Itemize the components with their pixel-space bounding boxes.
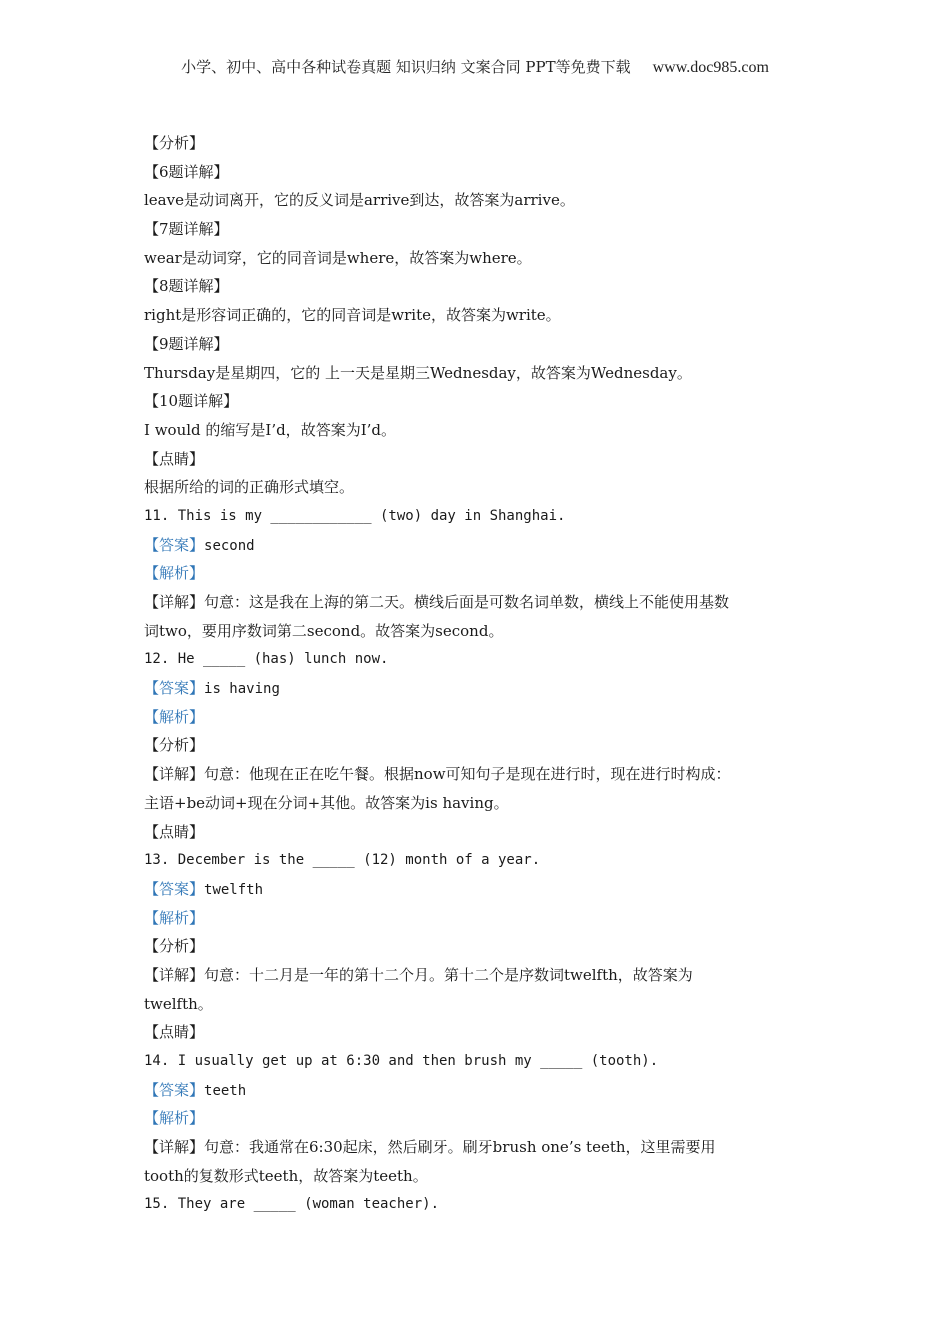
document-line: 【分析】: [144, 736, 205, 755]
document-line: 【详解】句意：他现在正在吃午餐。根据now可知句子是现在进行时，现在进行时构成：: [144, 765, 731, 784]
question-line: 11. This is my ____________ (two) day in Shanghai.: [144, 507, 566, 524]
document-line: 【7题详解】: [144, 220, 229, 239]
answer-value: teeth: [204, 1082, 247, 1099]
document-line: 【6题详解】: [144, 162, 229, 181]
answer-value: second: [204, 537, 255, 554]
analysis-tag: 【解析】: [144, 707, 205, 726]
page-header: [0, 56, 950, 77]
document-line: 【10题详解】: [144, 392, 239, 411]
answer-tag: 【答案】: [144, 1080, 205, 1099]
document-line: 【点睛】: [144, 822, 205, 841]
document-line: 主语+be动词+现在分词+其他。故答案为is having。: [144, 793, 509, 812]
answer-value: is having: [204, 681, 280, 698]
document-line: 【点睛】: [144, 449, 205, 468]
document-line: Thursday是星期四，它的 上一天是星期三Wednesday，故答案为Wednesday。: [144, 363, 692, 382]
document-line: tooth的复数形式teeth，故答案为teeth。: [144, 1166, 428, 1185]
answer-line: [144, 674, 804, 703]
document-line: right是形容词正确的，它的同音词是write，故答案为write。: [144, 306, 561, 325]
document-line: 【分析】: [144, 937, 205, 956]
header-site: www.doc985.com: [652, 59, 769, 76]
document-line: 【点睛】: [144, 1023, 205, 1042]
question-line: 15. They are _____ (woman teacher).: [144, 1196, 440, 1213]
question-line: 12. He _____ (has) lunch now.: [144, 651, 389, 668]
answer-line: [144, 1076, 804, 1105]
document-line: 根据所给的词的正确形式填空。: [144, 478, 355, 497]
document-line: 【详解】句意：我通常在6:30起床，然后刷牙。刷牙brush one’s teeth，这里需要用: [144, 1138, 716, 1157]
document-line: 词two，要用序数词第二second。故答案为second。: [144, 621, 504, 640]
document-line: 【8题详解】: [144, 277, 229, 296]
header-text: 小学、初中、高中各种试卷真题 知识归纳 文案合同 PPT等免费下载: [181, 58, 631, 76]
question-line: 13. December is the _____ (12) month of a year.: [144, 852, 541, 869]
document-line: leave是动词离开，它的反义词是arrive到达，故答案为arrive。: [144, 191, 575, 210]
document-line: I would 的缩写是I’d，故答案为I’d。: [144, 420, 396, 439]
document-line: 【9题详解】: [144, 334, 229, 353]
answer-tag: 【答案】: [144, 679, 205, 698]
analysis-tag: 【解析】: [144, 564, 205, 583]
question-line: 14. I usually get up at 6:30 and then brush my _____ (tooth).: [144, 1053, 659, 1069]
answer-line: [144, 875, 804, 904]
document-body: [144, 129, 804, 1219]
answer-tag: 【答案】: [144, 535, 205, 554]
document-line: wear是动词穿，它的同音词是where，故答案为where。: [144, 248, 532, 267]
answer-line: [144, 531, 804, 560]
analysis-tag: 【解析】: [144, 1109, 205, 1128]
document-line: 【详解】句意：这是我在上海的第二天。横线后面是可数名词单数，横线上不能使用基数: [144, 593, 730, 611]
document-line: 【详解】句意：十二月是一年的第十二个月。第十二个是序数词twelfth，故答案为: [144, 965, 693, 984]
document-line: 【分析】: [144, 134, 205, 152]
document-line: twelfth。: [144, 994, 213, 1013]
analysis-tag: 【解析】: [144, 908, 205, 927]
answer-tag: 【答案】: [144, 879, 205, 898]
answer-value: twelfth: [204, 881, 264, 898]
